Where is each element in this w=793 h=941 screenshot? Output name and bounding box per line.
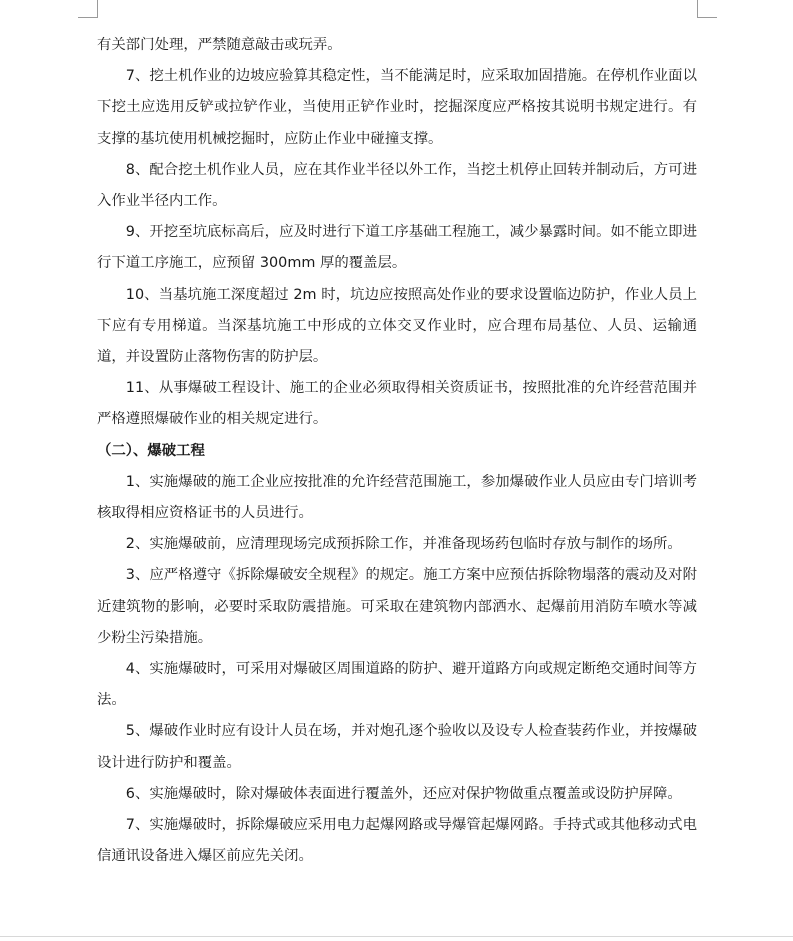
crop-mark-top-left <box>78 0 98 18</box>
paragraph-blast-2: 2、实施爆破前，应清理现场完成预拆除工作，并准备现场药包临时存放与制作的场所。 <box>125 536 682 553</box>
paragraph-item-9: 9、开挖至坑底标高后，应及时进行下道工序基础工程施工，减少暴露时间。如不能立即进行下道工序施工，应预留 300mm 厚的覆盖层。 <box>97 224 697 272</box>
paragraph-item-10: 10、当基坑施工深度超过 2m 时，坑边应按照高处作业的要求设置临边防护，作业人员上下应有专用梯道。当深基坑施工中形成的立体交叉作业时，应合理布局基位、人员、运输通道，并设置防止落物伤害的防护层。 <box>97 286 697 366</box>
paragraph-blast-5: 5、爆破作业时应有设计人员在场，并对炮孔逐个验收以及设专人检查装药作业，并按爆破设计进行防护和覆盖。 <box>97 723 697 771</box>
paragraph-item-7: 7、挖土机作业的边坡应验算其稳定性，当不能满足时，应采取加固措施。在停机作业面以下挖土应选用反铲或拉铲作业，当使用正铲作业时，挖掘深度应严格按其说明书规定进行。有支撑的基坑使用机械挖掘时，应防止作业中碰撞支撑。 <box>97 68 697 147</box>
paragraph-blast-4: 4、实施爆破时，可采用对爆破区周围道路的防护、避开道路方向或规定断绝交通时间等方法。 <box>97 661 697 709</box>
paragraph-blast-7: 7、实施爆破时，拆除爆破应采用电力起爆网路或导爆管起爆网路。手持式或其他移动式电信通讯设备进入爆区前应先关闭。 <box>97 817 697 865</box>
paragraph-blast-6: 6、实施爆破时，除对爆破体表面进行覆盖外，还应对保护物做重点覆盖或设防护屏障。 <box>125 785 682 802</box>
paragraph-blast-3: 3、应严格遵守《拆除爆破安全规程》的规定。施工方案中应预估拆除物塌落的震动及对附近建筑物的影响，必要时采取防震措施。可采取在建筑物内部洒水、起爆前用消防车喷水等减少粉尘污染措施。 <box>97 567 697 646</box>
paragraph-item-8: 8、配合挖土机作业人员，应在其作业半径以外工作，当挖土机停止回转并制动后，方可进入作业半径内工作。 <box>97 161 697 210</box>
document-body <box>97 30 697 872</box>
paragraph-blast-1: 1、实施爆破的施工企业应按批准的允许经营范围施工，参加爆破作业人员应由专门培训考核取得相应资格证书的人员进行。 <box>97 473 697 522</box>
page-bottom-edge <box>0 936 793 937</box>
section-heading-blasting: （二）、爆破工程 <box>97 442 205 459</box>
paragraph-continued: 有关部门处理，严禁随意敲击或玩弄。 <box>97 37 342 53</box>
crop-mark-top-right <box>697 0 717 18</box>
paragraph-item-11: 11、从事爆破工程设计、施工的企业必须取得相关资质证书，按照批准的允许经营范围并严格遵照爆破作业的相关规定进行。 <box>97 380 697 428</box>
